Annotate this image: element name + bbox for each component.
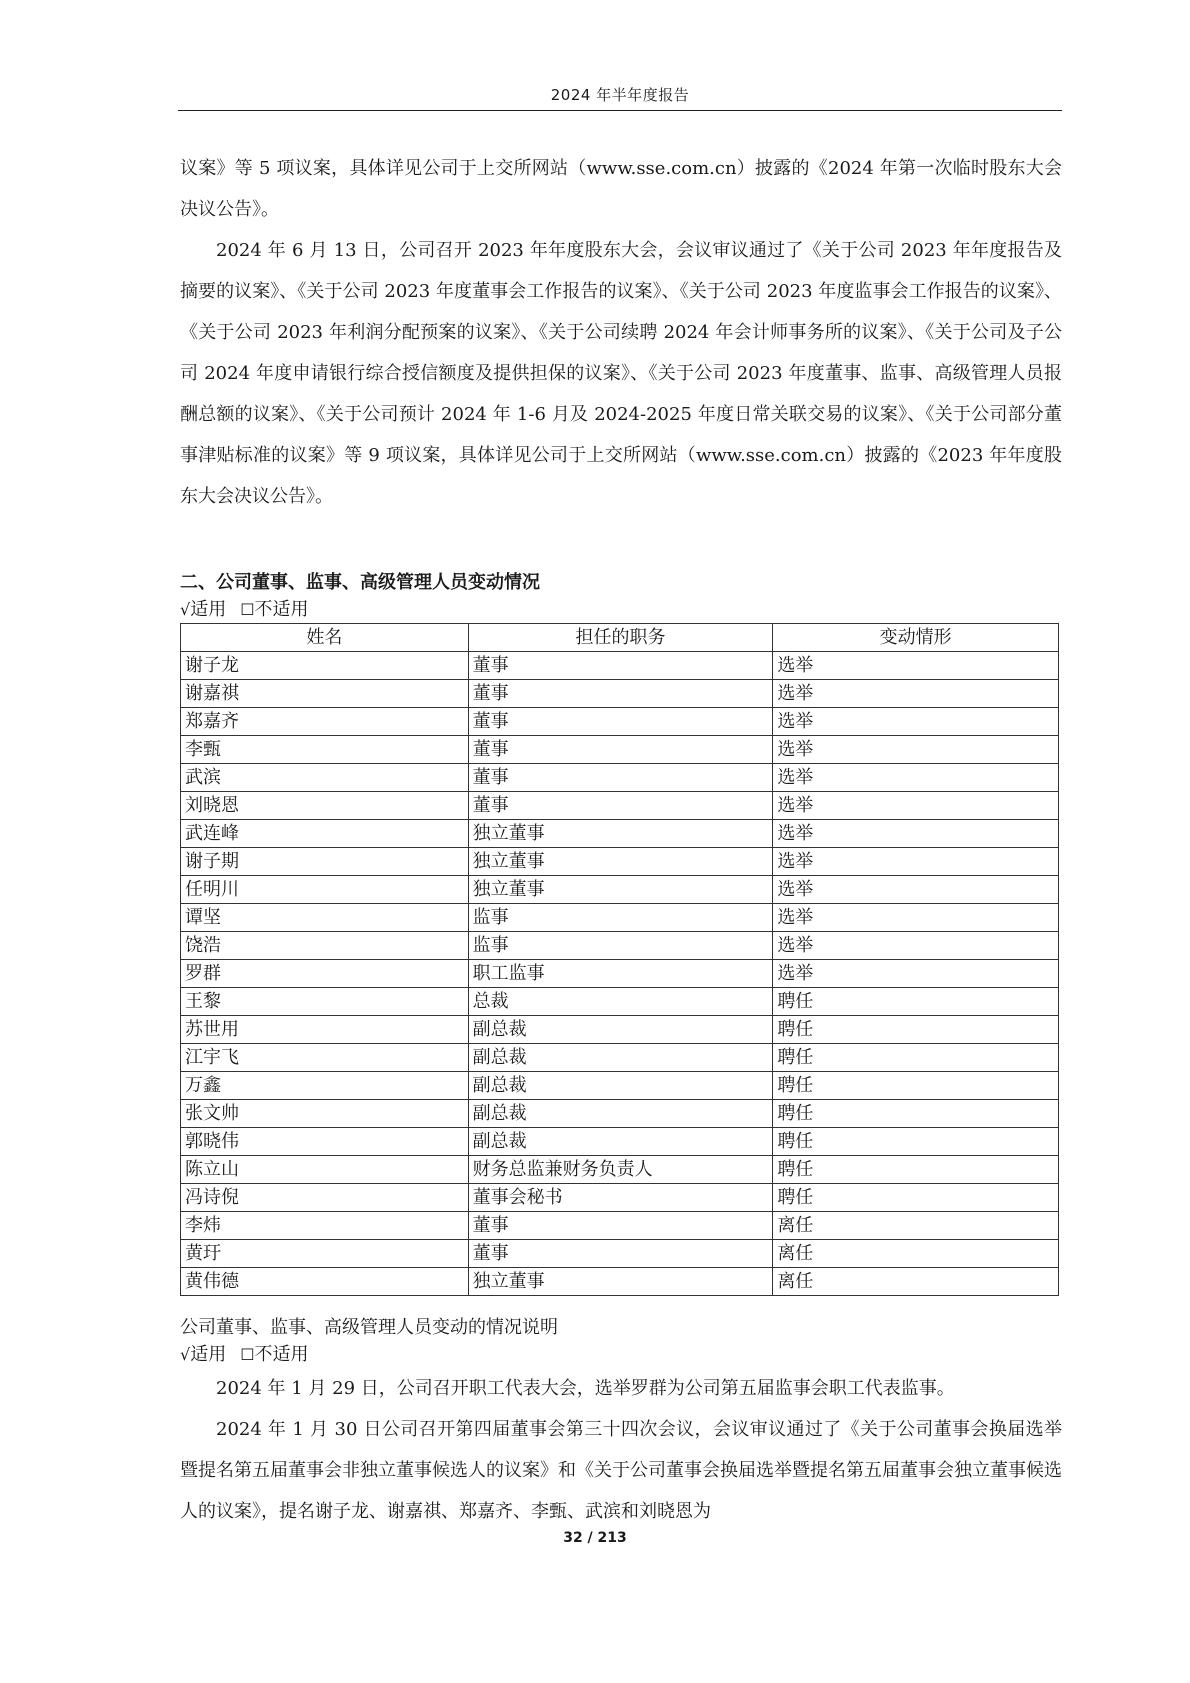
cell-change-type: 聘任 — [773, 988, 1059, 1016]
cell-position: 董事 — [468, 1212, 773, 1240]
cell-position: 副总裁 — [468, 1044, 773, 1072]
page-number: 32 / 213 — [563, 1530, 627, 1546]
cell-name: 郭晓伟 — [181, 1128, 469, 1156]
cell-change-type: 聘任 — [773, 1100, 1059, 1128]
cell-change-type: 选举 — [773, 876, 1059, 904]
cell-change-type: 选举 — [773, 848, 1059, 876]
header-rule — [178, 110, 1062, 111]
cell-name: 江宇飞 — [181, 1044, 469, 1072]
cell-change-type: 离任 — [773, 1268, 1059, 1296]
table-body — [181, 652, 1059, 1296]
table-row — [181, 932, 1059, 960]
table-row — [181, 820, 1059, 848]
cell-position: 副总裁 — [468, 1100, 773, 1128]
cell-name: 郑嘉齐 — [181, 708, 469, 736]
cell-name: 苏世用 — [181, 1016, 469, 1044]
cell-position: 董事 — [468, 764, 773, 792]
cell-name: 王黎 — [181, 988, 469, 1016]
cell-change-type: 聘任 — [773, 1156, 1059, 1184]
cell-change-type: 选举 — [773, 792, 1059, 820]
table-row — [181, 1184, 1059, 1212]
cell-name: 陈立山 — [181, 1156, 469, 1184]
cell-change-type: 聘任 — [773, 1016, 1059, 1044]
column-header-name: 姓名 — [181, 624, 469, 652]
personnel-change-table — [180, 623, 1059, 1296]
cell-change-type: 聘任 — [773, 1044, 1059, 1072]
paragraph-agm: 2024 年 6 月 13 日，公司召开 2023 年年度股东大会，会议审议通过了《关于公司 2023 年年度报告及摘要的议案》、《关于公司 2023 年度董事会工作报告的议案》、《关于公司 2023 年度监事会工作报告的议案》、《关于公司 2023 年利润分配预案的议案》、《关于公司续聘 2024 年会计师事务所的议案》、《关于公司及子公司 2024 年度申请银行综合授信额度及提供担保的议案》、《关于公司 2023 年度董事、监事、高级管理人员报酬总额的议案》、《关于公司预计 2024 年 1-6 月及 2024-2025 年度日常关联交易的议案》、《关于公司部分董事津贴标准的议案》等 9 项议案，具体详见公司于上交所网站（www.sse.com.cn）披露的《2023 年年度股东大会决议公告》。 — [180, 240, 1062, 507]
table-row — [181, 1128, 1059, 1156]
check-mark-icon: √ — [180, 1345, 191, 1364]
cell-change-type: 选举 — [773, 652, 1059, 680]
paragraph-board-meeting: 2024 年 1 月 30 日公司召开第四届董事会第三十四次会议，会议审议通过了《关于公司董事会换届选举暨提名第五届董事会非独立董事候选人的议案》和《关于公司董事会换届选举暨提名第五届董事会独立董事候选人的议案》，提名谢子龙、谢嘉祺、郑嘉齐、李甄、武滨和刘晓恩为 — [180, 1419, 1062, 1522]
cell-name: 谢子期 — [181, 848, 469, 876]
cell-change-type: 聘任 — [773, 1072, 1059, 1100]
cell-name: 李炜 — [181, 1212, 469, 1240]
cell-position: 总裁 — [468, 988, 773, 1016]
cell-position: 职工监事 — [468, 960, 773, 988]
column-header-change-type: 变动情形 — [773, 624, 1059, 652]
cell-name: 谢嘉祺 — [181, 680, 469, 708]
cell-name: 谭坚 — [181, 904, 469, 932]
applicable-label: 适用 — [190, 1344, 227, 1365]
cell-name: 罗群 — [181, 960, 469, 988]
cell-name: 刘晓恩 — [181, 792, 469, 820]
table-row — [181, 904, 1059, 932]
cell-position: 独立董事 — [468, 1268, 773, 1296]
cell-name: 武滨 — [181, 764, 469, 792]
table-row — [181, 848, 1059, 876]
section-title: 二、公司董事、监事、高级管理人员变动情况 — [180, 572, 540, 593]
paragraph-employee-congress: 2024 年 1 月 29 日，公司召开职工代表大会，选举罗群为公司第五届监事会职工代表监事。 — [216, 1378, 955, 1399]
table-row — [181, 1240, 1059, 1268]
cell-name: 黄玗 — [181, 1240, 469, 1268]
cell-name: 万鑫 — [181, 1072, 469, 1100]
cell-name: 冯诗倪 — [181, 1184, 469, 1212]
cell-change-type: 离任 — [773, 1212, 1059, 1240]
cell-position: 董事 — [468, 652, 773, 680]
running-header: 2024 年半年度报告 — [550, 86, 690, 104]
cell-position: 监事 — [468, 904, 773, 932]
table-row — [181, 988, 1059, 1016]
cell-change-type: 选举 — [773, 960, 1059, 988]
cell-change-type: 离任 — [773, 1240, 1059, 1268]
cell-position: 独立董事 — [468, 876, 773, 904]
checkbox-empty-icon: ☐ — [240, 600, 255, 619]
cell-name: 张文帅 — [181, 1100, 469, 1128]
note-applicability-options — [180, 1342, 1062, 1368]
table-row — [181, 1044, 1059, 1072]
table-row — [181, 1268, 1059, 1296]
check-mark-icon: √ — [180, 600, 191, 619]
cell-position: 董事 — [468, 1240, 773, 1268]
cell-name: 武连峰 — [181, 820, 469, 848]
table-row — [181, 960, 1059, 988]
not-applicable-label: 不适用 — [254, 1344, 309, 1365]
paragraph-continuation: 议案》等 5 项议案，具体详见公司于上交所网站（www.sse.com.cn）披露的《2024 年第一次临时股东大会决议公告》。 — [180, 158, 1062, 220]
table-row — [181, 680, 1059, 708]
column-header-position: 担任的职务 — [468, 624, 773, 652]
cell-change-type: 选举 — [773, 932, 1059, 960]
table-row — [181, 652, 1059, 680]
cell-change-type: 选举 — [773, 680, 1059, 708]
table-row — [181, 708, 1059, 736]
cell-change-type: 选举 — [773, 764, 1059, 792]
applicable-label: 适用 — [190, 599, 227, 620]
page-content — [180, 148, 1062, 1532]
table-row — [181, 1156, 1059, 1184]
table-row — [181, 876, 1059, 904]
cell-position: 董事 — [468, 792, 773, 820]
cell-name: 谢子龙 — [181, 652, 469, 680]
cell-position: 监事 — [468, 932, 773, 960]
table-row — [181, 1072, 1059, 1100]
cell-change-type: 选举 — [773, 904, 1059, 932]
cell-name: 饶浩 — [181, 932, 469, 960]
applicability-options — [180, 597, 1062, 623]
cell-change-type: 聘任 — [773, 1128, 1059, 1156]
table-row — [181, 736, 1059, 764]
table-row — [181, 1212, 1059, 1240]
cell-change-type: 聘任 — [773, 1184, 1059, 1212]
cell-position: 独立董事 — [468, 848, 773, 876]
cell-change-type: 选举 — [773, 820, 1059, 848]
checkbox-empty-icon: ☐ — [240, 1345, 255, 1364]
table-row — [181, 764, 1059, 792]
cell-position: 董事 — [468, 708, 773, 736]
table-header-row — [181, 624, 1059, 652]
cell-position: 副总裁 — [468, 1072, 773, 1100]
not-applicable-label: 不适用 — [254, 599, 309, 620]
table-row — [181, 792, 1059, 820]
cell-position: 副总裁 — [468, 1016, 773, 1044]
cell-name: 任明川 — [181, 876, 469, 904]
cell-position: 财务总监兼财务负责人 — [468, 1156, 773, 1184]
cell-position: 董事 — [468, 680, 773, 708]
cell-position: 独立董事 — [468, 820, 773, 848]
cell-position: 董事 — [468, 736, 773, 764]
cell-change-type: 选举 — [773, 736, 1059, 764]
table-row — [181, 1100, 1059, 1128]
cell-name: 李甄 — [181, 736, 469, 764]
cell-name: 黄伟德 — [181, 1268, 469, 1296]
cell-change-type: 选举 — [773, 708, 1059, 736]
cell-position: 董事会秘书 — [468, 1184, 773, 1212]
table-row — [181, 1016, 1059, 1044]
note-title: 公司董事、监事、高级管理人员变动的情况说明 — [180, 1317, 558, 1338]
cell-position: 副总裁 — [468, 1128, 773, 1156]
